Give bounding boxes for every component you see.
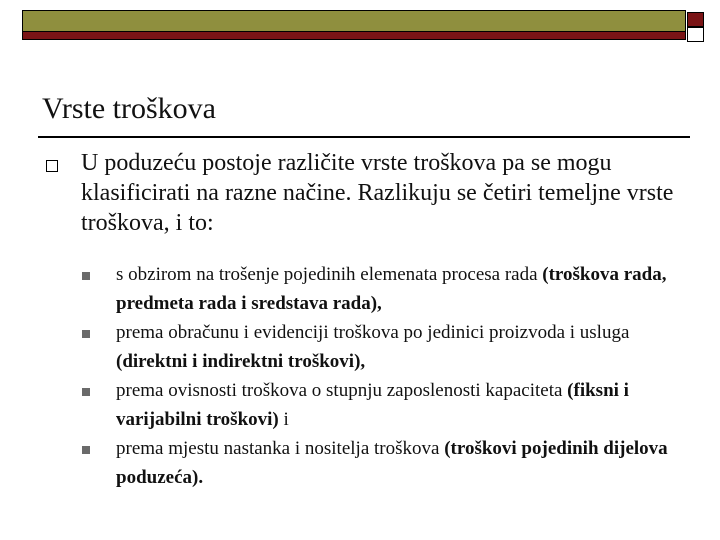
decorative-top-bar [22, 10, 686, 40]
slide-title: Vrste troškova [42, 92, 216, 125]
filled-square-bullet-icon [82, 446, 90, 454]
list-item-text [116, 318, 676, 376]
decorative-square-white [687, 27, 704, 42]
list-item-text [116, 434, 676, 492]
main-paragraph: U poduzeću postoje različite vrste troškova pa se mogu klasificirati na razne načine. Razlikuju se četiri temeljne vrste troškova, i to: [81, 150, 674, 236]
decorative-top-bar-olive [23, 11, 685, 32]
decorative-square-red [687, 12, 704, 27]
hollow-square-bullet-icon [46, 160, 58, 172]
title-underline [38, 136, 690, 138]
list-item-plain-text: s obzirom na trošenje pojedinih elemenata procesa rada [116, 264, 543, 285]
list-item-plain-text: prema mjestu nastanka i nositelja troškova [116, 438, 445, 459]
filled-square-bullet-icon [82, 330, 90, 338]
list-item-plain-text: prema obračunu i evidenciji troškova po jedinici proizvoda i usluga [116, 322, 630, 343]
list-item-text [116, 260, 676, 318]
list-item-text [116, 376, 676, 434]
list-item-bold-text: (troškovi pojedinih dijelova poduzeća). [116, 438, 668, 488]
list-item-trailing-text: i [278, 409, 289, 430]
list-item-plain-text: prema ovisnosti troškova o stupnju zaposlenosti kapaciteta [116, 380, 568, 401]
list-item-bold-text: (fiksni i varijabilni troškovi) [116, 380, 629, 430]
list-item-bold-text: (direktni i indirektni troškovi), [116, 351, 366, 372]
list-item-bold-text: (troškova rada, predmeta rada i sredstava rada), [116, 264, 667, 314]
filled-square-bullet-icon [82, 388, 90, 396]
filled-square-bullet-icon [82, 272, 90, 280]
